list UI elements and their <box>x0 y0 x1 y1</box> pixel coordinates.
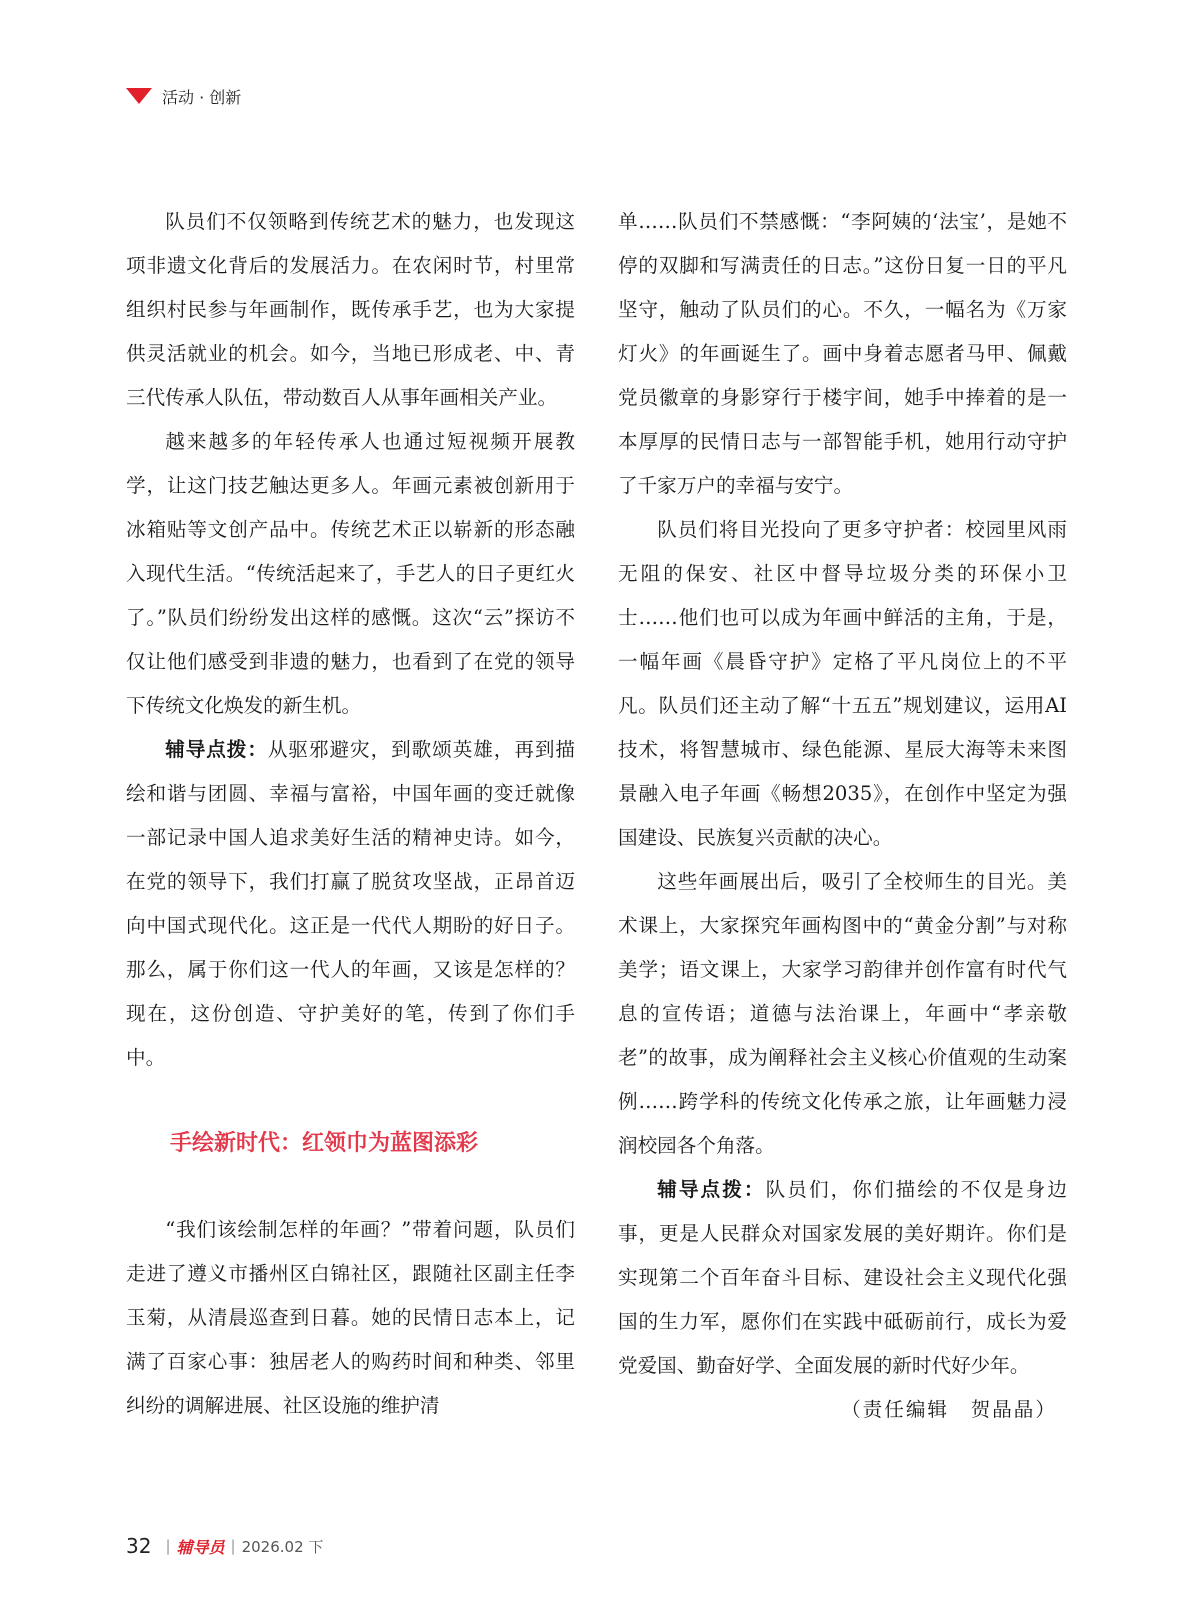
section-label: 活动 · 创新 <box>162 87 242 107</box>
guidance-paragraph <box>126 728 575 1080</box>
section-header <box>126 84 241 108</box>
guidance-paragraph <box>618 1168 1067 1388</box>
paragraph: 越来越多的年轻传承人也通过短视频开展教学，让这门技艺触达更多人。年画元素被创新用于冰箱贴等文创产品中。传统艺术正以崭新的形态融入现代生活。“传统活起来了，手艺人的日子更红火了。”队员们纷纷发出这样的感慨。这次“云”探访不仅让他们感受到非遗的魅力，也看到了在党的领导下传统文化焕发的新生机。 <box>126 430 575 717</box>
left-column <box>126 200 575 1428</box>
guidance-label: 辅导点拨： <box>657 1178 766 1201</box>
paragraph: 队员们将目光投向了更多守护者：校园里风雨无阻的保安、社区中督导垃圾分类的环保小卫士……他们也可以成为年画中鲜活的主角，于是，一幅年画《晨昏守护》定格了平凡岗位上的不平凡。队员们还主动了解“十五五”规划建议，运用AI技术，将智慧城市、绿色能源、星辰大海等未来图景融入电子年画《畅想2035》，在创作中坚定为强国建设、民族复兴贡献的决心。 <box>618 518 1067 849</box>
guidance-text: 从驱邪避灾，到歌颂英雄，再到描绘和谐与团圆、幸福与富裕，中国年画的变迁就像一部记录中国人追求美好生活的精神史诗。如今，在党的领导下，我们打赢了脱贫攻坚战，正昂首迈向中国式现代化。这正是一代代人期盼的好日子。那么，属于你们这一代人的年画，又该是怎样的？现在，这份创造、守护美好的笔，传到了你们手中。 <box>126 738 576 1069</box>
paragraph: 单……队员们不禁感慨：“李阿姨的‘法宝’，是她不停的双脚和写满责任的日志。”这份日复一日的平凡坚守，触动了队员们的心。不久，一幅名为《万家灯火》的年画诞生了。画中身着志愿者马甲、佩戴党员徽章的身影穿行于楼宇间，她手中捧着的是一本厚厚的民情日志与一部智能手机，她用行动守护了千家万户的幸福与安宁。 <box>618 210 1067 497</box>
guidance-label: 辅导点拨： <box>165 738 268 761</box>
subheading: 手绘新时代：红领巾为蓝图添彩 <box>170 1131 479 1156</box>
issue-label: 2026.02 下 <box>241 1537 324 1556</box>
red-triangle-icon <box>126 88 152 104</box>
magazine-logo: 辅导员 <box>176 1537 225 1557</box>
divider: | <box>230 1537 236 1555</box>
guidance-text: 队员们，你们描绘的不仅是身边事，更是人民群众对国家发展的美好期许。你们是实现第二个百年奋斗目标、建设社会主义现代化强国的生力军，愿你们在实践中砥砺前行，成长为爱党爱国、勤奋好学、全面发展的新时代好少年。 <box>618 1178 1068 1377</box>
paragraph: “我们该绘制怎样的年画？”带着问题，队员们走进了遵义市播州区白锦社区，跟随社区副主任李玉菊，从清晨巡查到日暮。她的民情日志本上，记满了百家心事：独居老人的购药时间和种类、邻里纠纷的调解进展、社区设施的维护清 <box>126 1218 575 1417</box>
editor-credit: （责任编辑 贺晶晶） <box>841 1398 1057 1421</box>
page-footer <box>126 1534 323 1558</box>
paragraph: 队员们不仅领略到传统艺术的魅力，也发现这项非遗文化背后的发展活力。在农闲时节，村里常组织村民参与年画制作，既传承手艺，也为大家提供灵活就业的机会。如今，当地已形成老、中、青三代传承人队伍，带动数百人从事年画相关产业。 <box>126 210 575 409</box>
divider: | <box>165 1537 171 1555</box>
page-number: 32 <box>126 1534 152 1558</box>
paragraph: 这些年画展出后，吸引了全校师生的目光。美术课上，大家探究年画构图中的“黄金分割”与对称美学；语文课上，大家学习韵律并创作富有时代气息的宣传语；道德与法治课上，年画中“孝亲敬老”的故事，成为阐释社会主义核心价值观的生动案例……跨学科的传统文化传承之旅，让年画魅力浸润校园各个角落。 <box>618 870 1067 1157</box>
right-column <box>618 200 1067 1432</box>
